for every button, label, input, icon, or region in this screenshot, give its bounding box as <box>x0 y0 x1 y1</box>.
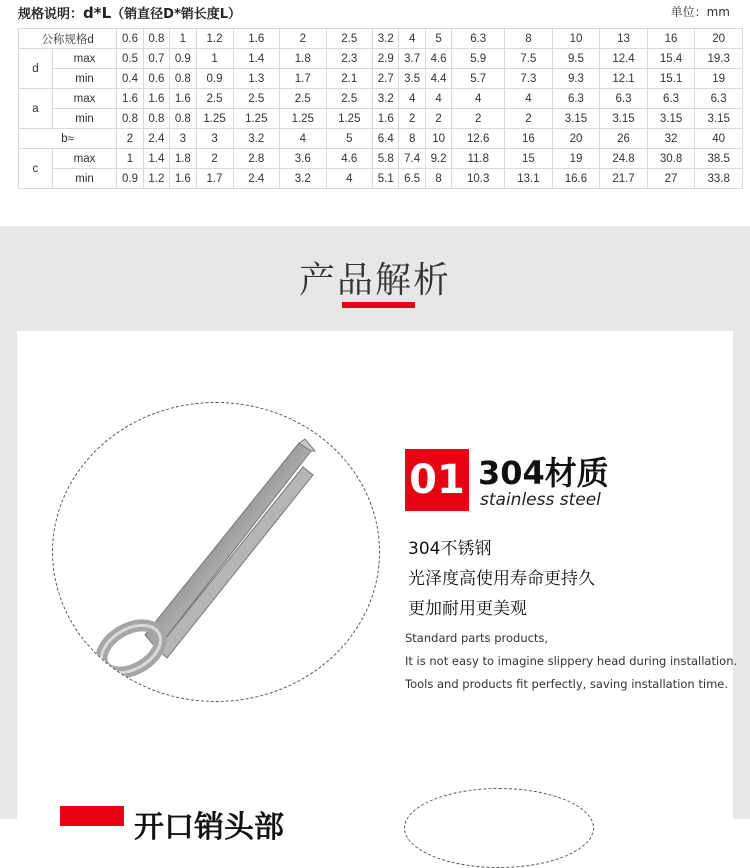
spec-cell: 5.7 <box>452 69 505 89</box>
feature-number-badge <box>60 806 124 826</box>
spec-row <box>19 129 743 149</box>
spec-cell: 11.8 <box>452 149 505 169</box>
feature-cn-line: 304不锈钢 <box>408 539 492 559</box>
spec-row-group: d <box>19 49 53 89</box>
spec-cell: 0.9 <box>196 69 233 89</box>
spec-row-sublabel: min <box>52 169 116 189</box>
spec-cell: 2 <box>425 109 451 129</box>
spec-row <box>19 29 743 49</box>
spec-cell: 1.3 <box>233 69 280 89</box>
spec-cell: 40 <box>695 129 743 149</box>
spec-cell: 4 <box>326 169 373 189</box>
spec-row <box>19 109 743 129</box>
product-image-frame <box>404 788 594 868</box>
spec-cell: 1.6 <box>170 169 196 189</box>
feature-subtitle: stainless steel <box>480 490 601 510</box>
spec-cell: 1.8 <box>170 149 196 169</box>
spec-cell: 27 <box>647 169 695 189</box>
spec-cell: 16.6 <box>552 169 600 189</box>
spec-cell: 0.5 <box>117 49 143 69</box>
spec-cell: 3.15 <box>695 109 743 129</box>
spec-cell: 8 <box>399 129 425 149</box>
spec-cell: 19 <box>552 149 600 169</box>
spec-row-group: c <box>19 149 53 189</box>
spec-cell: 1.6 <box>233 29 280 49</box>
spec-cell: 2 <box>117 129 143 149</box>
spec-cell: 4 <box>399 89 425 109</box>
spec-cell: 0.8 <box>143 109 169 129</box>
spec-row <box>19 89 743 109</box>
spec-cell: 8 <box>425 169 451 189</box>
spec-cell: 12.6 <box>452 129 505 149</box>
spec-cell: 0.7 <box>143 49 169 69</box>
spec-cell: 10 <box>552 29 600 49</box>
spec-row-label: 公称规格d <box>19 29 117 49</box>
spec-cell: 13.1 <box>505 169 553 189</box>
spec-cell: 21.7 <box>600 169 648 189</box>
cotter-pin-image <box>53 403 380 702</box>
spec-cell: 1.25 <box>326 109 373 129</box>
spec-row-sublabel: max <box>52 89 116 109</box>
spec-cell: 2 <box>399 109 425 129</box>
spec-cell: 1.6 <box>373 109 399 129</box>
spec-cell: 8 <box>505 29 553 49</box>
feature-number-badge: 01 <box>405 449 469 511</box>
spec-cell: 1.25 <box>196 109 233 129</box>
spec-cell: 6.3 <box>600 89 648 109</box>
spec-cell: 0.8 <box>170 109 196 129</box>
spec-cell: 7.3 <box>505 69 553 89</box>
spec-cell: 2.5 <box>326 29 373 49</box>
spec-table <box>18 28 743 189</box>
spec-section <box>0 0 750 226</box>
spec-title: 规格说明：d*L（销直径D*销长度L） <box>18 4 242 22</box>
spec-cell: 2.5 <box>233 89 280 109</box>
spec-row-label: b≈ <box>19 129 117 149</box>
spec-cell: 2 <box>505 109 553 129</box>
spec-cell: 9.5 <box>552 49 600 69</box>
spec-cell: 3.2 <box>373 89 399 109</box>
spec-cell: 0.6 <box>117 29 143 49</box>
spec-cell: 4 <box>280 129 327 149</box>
spec-cell: 20 <box>552 129 600 149</box>
spec-cell: 12.1 <box>600 69 648 89</box>
spec-row <box>19 69 743 89</box>
spec-cell: 2 <box>280 29 327 49</box>
spec-cell: 5 <box>326 129 373 149</box>
spec-cell: 38.5 <box>695 149 743 169</box>
spec-cell: 1 <box>196 49 233 69</box>
spec-cell: 3 <box>170 129 196 149</box>
spec-cell: 1 <box>117 149 143 169</box>
spec-cell: 7.4 <box>399 149 425 169</box>
spec-cell: 1.25 <box>233 109 280 129</box>
spec-cell: 3.6 <box>280 149 327 169</box>
spec-cell: 1.2 <box>143 169 169 189</box>
spec-cell: 1.4 <box>233 49 280 69</box>
spec-cell: 1.4 <box>143 149 169 169</box>
spec-cell: 5.9 <box>452 49 505 69</box>
spec-cell: 10.3 <box>452 169 505 189</box>
spec-row-group: a <box>19 89 53 129</box>
spec-row <box>19 169 743 189</box>
spec-cell: 1.7 <box>280 69 327 89</box>
spec-cell: 3.15 <box>647 109 695 129</box>
spec-cell: 3.5 <box>399 69 425 89</box>
spec-cell: 0.9 <box>117 169 143 189</box>
spec-cell: 9.3 <box>552 69 600 89</box>
spec-cell: 2.3 <box>326 49 373 69</box>
spec-cell: 6.5 <box>399 169 425 189</box>
spec-row-sublabel: min <box>52 109 116 129</box>
heading-underline <box>342 302 415 308</box>
feature-en-line: It is not easy to imagine slippery head during installation. <box>405 654 738 668</box>
spec-cell: 12.4 <box>600 49 648 69</box>
spec-cell: 2.5 <box>196 89 233 109</box>
spec-cell: 5.8 <box>373 149 399 169</box>
feature-title: 开口销头部 <box>134 810 284 845</box>
feature-title: 304材质 <box>478 454 609 492</box>
spec-cell: 7.5 <box>505 49 553 69</box>
spec-unit: 单位：mm <box>670 5 730 19</box>
feature-cn-line: 更加耐用更美观 <box>408 599 527 619</box>
spec-cell: 3.7 <box>399 49 425 69</box>
spec-row <box>19 49 743 69</box>
spec-cell: 6.3 <box>552 89 600 109</box>
spec-cell: 33.8 <box>695 169 743 189</box>
spec-cell: 15.1 <box>647 69 695 89</box>
spec-cell: 4 <box>425 89 451 109</box>
spec-row <box>19 149 743 169</box>
spec-cell: 26 <box>600 129 648 149</box>
spec-cell: 6.3 <box>452 29 505 49</box>
spec-cell: 0.8 <box>170 69 196 89</box>
spec-cell: 4.6 <box>326 149 373 169</box>
spec-cell: 1.7 <box>196 169 233 189</box>
spec-cell: 2.5 <box>280 89 327 109</box>
spec-cell: 1.25 <box>280 109 327 129</box>
feature-cn-line: 光泽度高使用寿命更持久 <box>408 569 595 589</box>
spec-cell: 6.4 <box>373 129 399 149</box>
spec-row-sublabel: max <box>52 149 116 169</box>
spec-cell: 0.6 <box>143 69 169 89</box>
spec-cell: 10 <box>425 129 451 149</box>
spec-cell: 6.3 <box>695 89 743 109</box>
spec-cell: 30.8 <box>647 149 695 169</box>
spec-cell: 15.4 <box>647 49 695 69</box>
spec-cell: 2 <box>452 109 505 129</box>
spec-cell: 0.4 <box>117 69 143 89</box>
spec-cell: 1.8 <box>280 49 327 69</box>
spec-cell: 4 <box>399 29 425 49</box>
spec-cell: 2.7 <box>373 69 399 89</box>
spec-cell: 5 <box>425 29 451 49</box>
spec-cell: 1.6 <box>143 89 169 109</box>
spec-cell: 4.4 <box>425 69 451 89</box>
spec-cell: 1.6 <box>170 89 196 109</box>
spec-cell: 19.3 <box>695 49 743 69</box>
spec-cell: 32 <box>647 129 695 149</box>
spec-cell: 2.1 <box>326 69 373 89</box>
spec-cell: 16 <box>505 129 553 149</box>
spec-cell: 1.6 <box>117 89 143 109</box>
spec-cell: 2.4 <box>233 169 280 189</box>
spec-cell: 24.8 <box>600 149 648 169</box>
spec-cell: 3.15 <box>600 109 648 129</box>
spec-cell: 2.5 <box>326 89 373 109</box>
spec-cell: 3 <box>196 129 233 149</box>
spec-cell: 2.9 <box>373 49 399 69</box>
spec-cell: 5.1 <box>373 169 399 189</box>
spec-cell: 4 <box>505 89 553 109</box>
section-heading: 产品解析 <box>298 260 451 301</box>
spec-cell: 2.8 <box>233 149 280 169</box>
spec-cell: 3.2 <box>373 29 399 49</box>
spec-cell: 3.15 <box>552 109 600 129</box>
spec-cell: 16 <box>647 29 695 49</box>
spec-cell: 6.3 <box>647 89 695 109</box>
spec-cell: 2.4 <box>143 129 169 149</box>
spec-cell: 0.9 <box>170 49 196 69</box>
spec-cell: 13 <box>600 29 648 49</box>
feature-en-line: Tools and products fit perfectly, saving installation time. <box>405 677 729 691</box>
spec-cell: 0.8 <box>117 109 143 129</box>
spec-cell: 4 <box>452 89 505 109</box>
spec-row-sublabel: min <box>52 69 116 89</box>
spec-cell: 19 <box>695 69 743 89</box>
spec-cell: 20 <box>695 29 743 49</box>
product-image-frame <box>52 402 380 702</box>
feature-en-line: Standard parts products, <box>405 631 549 645</box>
spec-cell: 9.2 <box>425 149 451 169</box>
spec-cell: 3.2 <box>233 129 280 149</box>
spec-cell: 3.2 <box>280 169 327 189</box>
spec-cell: 4.6 <box>425 49 451 69</box>
spec-cell: 15 <box>505 149 553 169</box>
spec-cell: 1.2 <box>196 29 233 49</box>
spec-cell: 0.8 <box>143 29 169 49</box>
spec-cell: 1 <box>170 29 196 49</box>
spec-cell: 2 <box>196 149 233 169</box>
spec-row-sublabel: max <box>52 49 116 69</box>
